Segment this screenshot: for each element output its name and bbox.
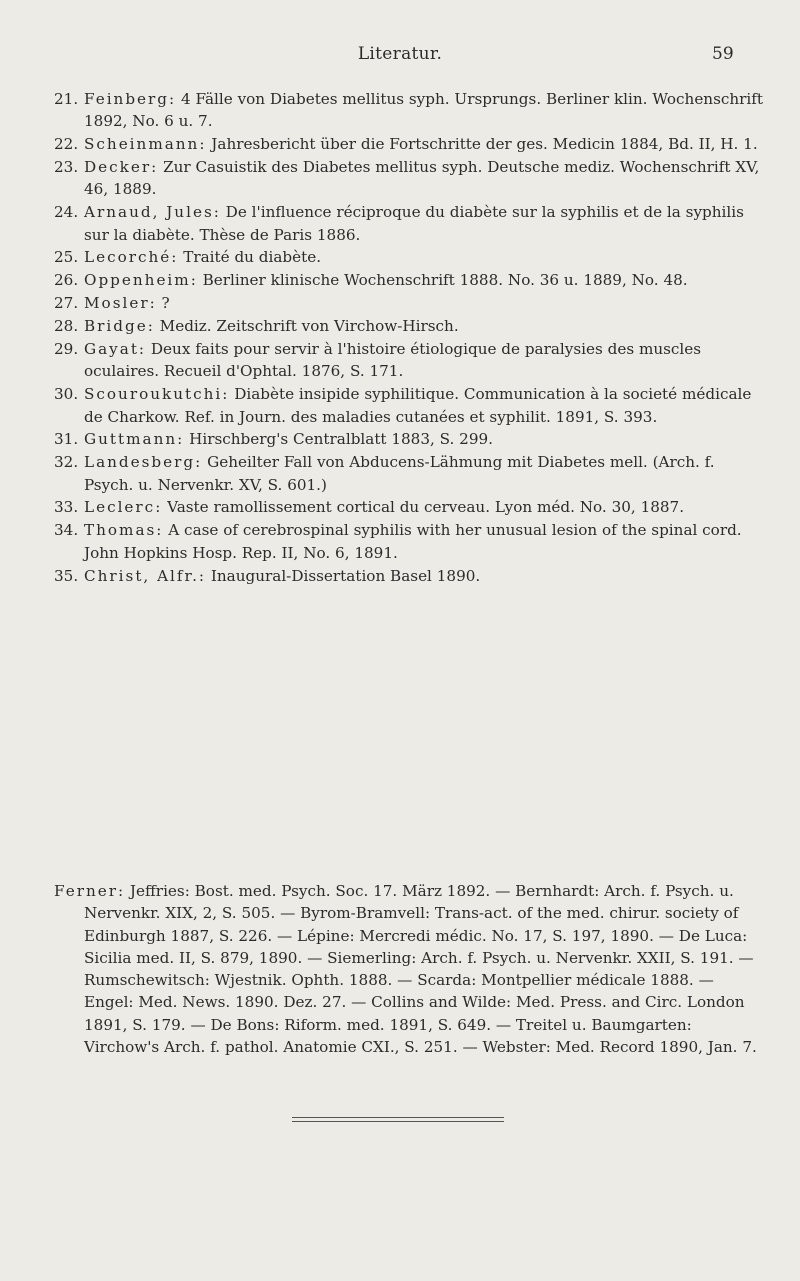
reference-text: Traité du diabète. (178, 248, 322, 267)
reference-number: 27. (54, 294, 79, 313)
end-rule-top (292, 1117, 504, 1118)
reference-number: 30. (54, 385, 79, 404)
running-header-title: Literatur. (357, 44, 443, 64)
reference-text: Mediz. Zeitschrift von Virchow-Hirsch. (154, 317, 459, 336)
reference-item (54, 201, 766, 246)
reference-text: ? (156, 294, 170, 313)
end-rule-bottom (292, 1121, 504, 1122)
reference-item (54, 88, 766, 133)
reference-item (54, 338, 766, 383)
reference-item (54, 565, 766, 587)
reference-text: Vaste ramollissement cortical du cerveau. Lyon méd. No. 30, 1887. (162, 498, 685, 517)
reference-number: 33. (54, 498, 79, 517)
reference-author: Guttmann: (84, 430, 185, 449)
further-references-paragraph (54, 880, 766, 1058)
reference-text: Diabète insipide syphilitique. Communication à la societé médicale de Charkow. Ref. in Journ. des maladies cutanées et syphilit. 1891, S. 393. (84, 385, 752, 426)
reference-item (54, 428, 766, 450)
reference-text: De l'influence réciproque du diabète sur la syphilis et de la syphilis sur la diabète. Thèse de Paris 1886. (84, 203, 744, 244)
further-references (54, 880, 766, 1058)
reference-text: Berliner klinische Wochenschrift 1888. No. 36 u. 1889, No. 48. (197, 271, 688, 290)
reference-item (54, 133, 766, 155)
reference-number: 24. (54, 203, 79, 222)
reference-number: 31. (54, 430, 79, 449)
reference-text: Hirschberg's Centralblatt 1883, S. 299. (184, 430, 493, 449)
reference-number: 29. (54, 340, 79, 359)
reference-item (54, 246, 766, 268)
reference-author: Mosler: (84, 294, 157, 313)
reference-text: Zur Casuistik des Diabetes mellitus syph. Deutsche mediz. Wochenschrift XV, 46, 1889. (84, 158, 760, 199)
reference-author: Gayat: (84, 340, 147, 359)
reference-number: 32. (54, 453, 79, 472)
reference-author: Scouroukutchi: (84, 385, 230, 404)
reference-item (54, 451, 766, 496)
further-references-text: Jeffries: Bost. med. Psych. Soc. 17. März 1892. — Bernhardt: Arch. f. Psych. u. Nervenkr. XIX, 2, S. 505. — Byrom-Bramvell: Trans-act. of the med. chirur. society of Edinburgh 1887, S. 226. — Lépine: Mercredi médic. No. 17, S. 197, 1890. — De Luca: Sicilia med. II, S. 879, 1890. — Siemerling: Arch. f. Psych. u. Nervenkr. XXII, S. 191. — Rumschewitsch: Wjestnik. Ophth. 1888. — Scarda: Montpellier médicale 1888. — Engel: Med. News. 1890. Dez. 27. — Collins and Wilde: Med. Press. and Circ. London 1891, S. 179. — De Bons: Riform. med. 1891, S. 649. — Treitel u. Baumgarten: Virchow's Arch. f. pathol. Anatomie CXI., S. 251. — Webster: Med. Record 1890, Jan. 7. (84, 882, 757, 1057)
reference-text: 4 Fälle von Diabetes mellitus syph. Ursprungs. Berliner klin. Wochenschrift 1892, No. 6 u. 7. (84, 90, 764, 131)
reference-author: Decker: (84, 158, 159, 177)
reference-number: 26. (54, 271, 79, 290)
page-number: 59 (712, 44, 734, 64)
reference-text: Geheilter Fall von Abducens-Lähmung mit Diabetes mell. (Arch. f. Psych. u. Nervenkr. XV, S. 601.) (84, 453, 715, 494)
reference-author: Feinberg: (84, 90, 177, 108)
reference-number: 23. (54, 158, 79, 177)
reference-item (54, 292, 766, 314)
reference-text: Jahresbericht über die Fortschritte der ges. Medicin 1884, Bd. II, H. 1. (206, 135, 758, 154)
reference-item (54, 156, 766, 201)
reference-item (54, 269, 766, 291)
reference-item (54, 315, 766, 337)
reference-author: Arnaud, Jules: (84, 203, 221, 222)
reference-text: Inaugural-Dissertation Basel 1890. (206, 566, 481, 585)
reference-number: 25. (54, 248, 79, 267)
reference-item (54, 496, 766, 518)
reference-author: Christ, Alfr.: (84, 566, 207, 585)
reference-author: Oppenheim: (84, 271, 198, 290)
reference-author: Thomas: (84, 521, 164, 540)
reference-number: 21. (54, 90, 79, 108)
reference-number: 35. (54, 566, 79, 585)
reference-author: Scheinmann: (84, 135, 207, 154)
reference-number: 22. (54, 135, 79, 154)
reference-item (54, 519, 766, 564)
reference-list (54, 88, 766, 587)
reference-number: 28. (54, 317, 79, 336)
reference-author: Bridge: (84, 317, 155, 336)
reference-author: Lecorché: (84, 248, 179, 267)
reference-author: Leclerc: (84, 498, 163, 517)
reference-text: A case of cerebrospinal syphilis with her unusual lesion of the spinal cord. John Hopkins Hosp. Rep. II, No. 6, 1891. (84, 521, 742, 562)
further-references-label: Ferner: (54, 882, 126, 900)
reference-text: Deux faits pour servir à l'histoire étiologique de paralysies des muscles oculaires. Recueil d'Ophtal. 1876, S. 171. (84, 340, 702, 381)
reference-item (54, 383, 766, 428)
reference-author: Landesberg: (84, 453, 203, 472)
reference-number: 34. (54, 521, 79, 540)
